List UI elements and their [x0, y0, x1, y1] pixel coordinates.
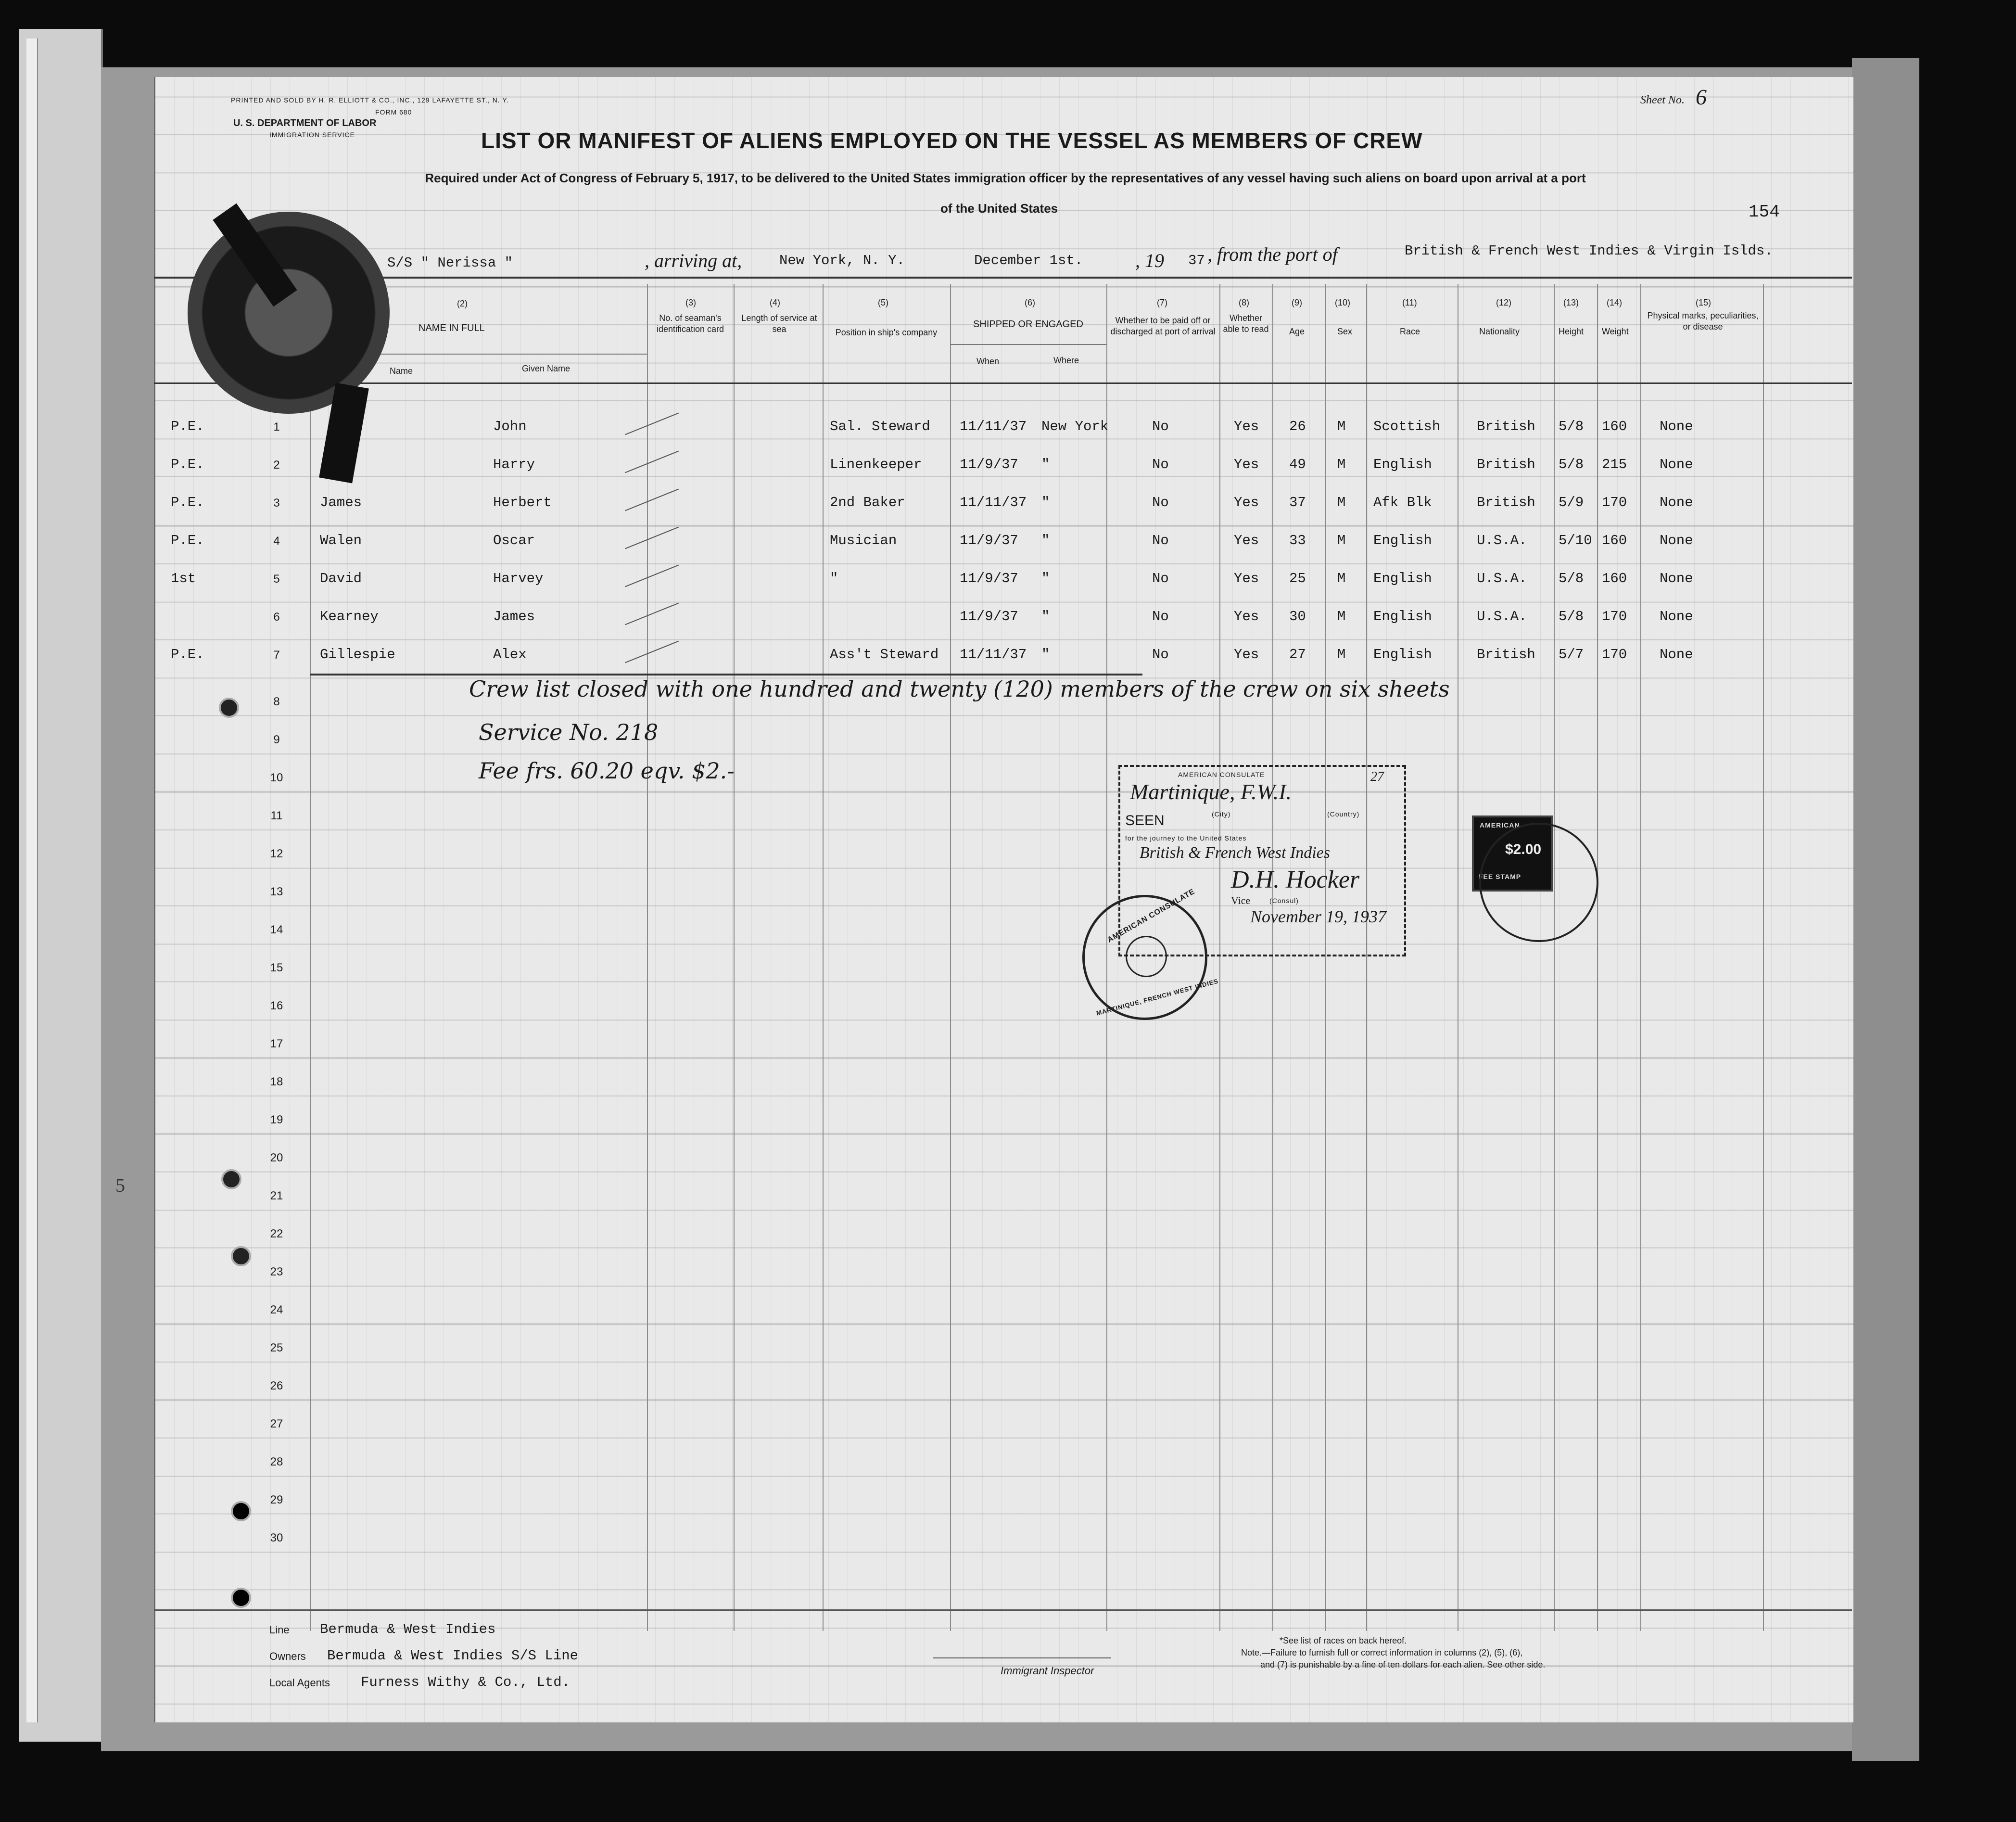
crew-nationality: British — [1477, 419, 1535, 434]
row-number: 27 — [270, 1417, 283, 1430]
stamp-vice: Vice — [1231, 894, 1251, 906]
crew-race: Scottish — [1373, 419, 1441, 434]
row-number: 1 — [273, 420, 280, 433]
col2-number: (2) — [457, 299, 468, 308]
row-number: 2 — [273, 459, 280, 471]
service: IMMIGRATION SERVICE — [269, 131, 355, 139]
col6-header: SHIPPED OR ENGAGED — [973, 319, 1083, 330]
header-rule — [154, 277, 1852, 279]
arriving-label: , arriving at, — [645, 250, 742, 271]
eagle-icon — [1126, 936, 1167, 977]
crew-sex: M — [1337, 533, 1346, 548]
list-closing-rule — [310, 674, 1142, 675]
shipped-where: " — [1041, 457, 1050, 472]
crew-race: English — [1373, 533, 1432, 548]
year-prefix: , 19 — [1135, 250, 1164, 271]
col-divider — [823, 284, 824, 1631]
stamp-consul: (Consul) — [1269, 897, 1299, 905]
crew-nationality: British — [1477, 647, 1535, 663]
row-mark: P.E. — [171, 533, 204, 548]
paid-off: No — [1152, 419, 1169, 434]
margin-note: 5 — [115, 1174, 125, 1196]
crew-given-name: Harry — [493, 457, 535, 472]
row-number: 30 — [270, 1531, 283, 1544]
header-bottom-rule — [154, 382, 1852, 384]
crew-weight: 170 — [1602, 495, 1627, 510]
paid-off: No — [1152, 609, 1169, 624]
binder-strip — [26, 38, 38, 1722]
col14-header: Weight — [1602, 327, 1629, 336]
col12-number: (12) — [1496, 298, 1512, 307]
seal-text-bottom: MARTINIQUE, FRENCH WEST INDIES — [1095, 977, 1219, 1017]
shipped-when: 11/11/37 — [960, 647, 1027, 663]
inspector-label: Immigrant Inspector — [1001, 1665, 1094, 1677]
owners-label: Owners — [269, 1650, 306, 1662]
crew-weight: 160 — [1602, 533, 1627, 548]
arrival-date: December 1st. — [974, 253, 1083, 268]
able-to-read: Yes — [1234, 495, 1259, 510]
page-title: LIST OR MANIFEST OF ALIENS EMPLOYED ON THE VESSEL AS MEMBERS OF CREW — [481, 128, 1423, 153]
row-number: 6 — [273, 611, 280, 624]
crew-given-name: Herbert — [493, 495, 552, 510]
crew-height: 5/8 — [1559, 457, 1584, 472]
col13-header: Height — [1559, 327, 1584, 336]
inspector-signature-line — [933, 1657, 1111, 1658]
paid-off: No — [1152, 571, 1169, 586]
able-to-read: Yes — [1234, 647, 1259, 663]
crew-position: Linenkeeper — [830, 457, 922, 472]
col-divider — [1597, 284, 1598, 1631]
handwritten-crew-note: Crew list closed with one hundred and twenty (120) members of the crew on six sheets — [469, 676, 1450, 702]
fee-stamp-top: AMERICAN — [1480, 821, 1520, 829]
stamp-journey: for the journey to the United States — [1125, 834, 1247, 842]
crew-given-name: Alex — [493, 647, 527, 663]
col11-header: Race — [1400, 327, 1420, 336]
col12-header: Nationality — [1479, 327, 1520, 336]
row-number: 7 — [273, 649, 280, 662]
line-label: Line — [269, 1624, 290, 1636]
col9-header: Age — [1289, 327, 1305, 336]
row-mark: 1st — [171, 571, 196, 586]
row-number: 17 — [270, 1037, 283, 1050]
crew-position: " — [830, 571, 838, 586]
col-divider — [1366, 284, 1367, 1631]
paid-off: No — [1152, 457, 1169, 472]
col-divider — [1763, 284, 1764, 1631]
physical-marks: None — [1660, 495, 1693, 510]
able-to-read: Yes — [1234, 457, 1259, 472]
crew-position: Musician — [830, 533, 897, 548]
crew-surname: Kearney — [320, 609, 379, 624]
shipped-where: New York — [1041, 419, 1109, 434]
row-number: 24 — [270, 1303, 283, 1316]
vessel-name: S/S " Nerissa " — [387, 255, 513, 271]
footer-note-3: and (7) is punishable by a fine of ten dollars for each alien. See other side. — [1260, 1660, 1546, 1669]
col-divider — [1640, 284, 1641, 1631]
row-number: 15 — [270, 961, 283, 974]
row-number: 22 — [270, 1227, 283, 1240]
col10-header: Sex — [1337, 327, 1353, 336]
crew-weight: 215 — [1602, 457, 1627, 472]
shipped-where: " — [1041, 533, 1050, 548]
crew-age: 26 — [1289, 419, 1306, 434]
crew-sex: M — [1337, 495, 1346, 510]
col14-number: (14) — [1607, 298, 1623, 307]
crew-position: Ass't Steward — [830, 647, 939, 663]
stamp-country-label: (Country) — [1327, 810, 1360, 818]
from-label: , from the port of — [1207, 243, 1338, 265]
owners-value: Bermuda & West Indies S/S Line — [327, 1648, 579, 1664]
crew-sex: M — [1337, 571, 1346, 586]
wax-seal — [188, 212, 390, 414]
col3-header: No. of seaman's identification card — [656, 313, 724, 334]
crew-given-name: John — [493, 419, 527, 434]
crew-race: English — [1373, 571, 1432, 586]
col8-header: Whether able to read — [1223, 313, 1269, 334]
physical-marks: None — [1660, 571, 1693, 586]
crew-given-name: Harvey — [493, 571, 544, 586]
crew-weight: 170 — [1602, 609, 1627, 624]
crew-age: 37 — [1289, 495, 1306, 510]
crew-height: 5/10 — [1559, 533, 1592, 548]
crew-race: English — [1373, 609, 1432, 624]
col6-number: (6) — [1025, 298, 1035, 307]
crew-given-name: Oscar — [493, 533, 535, 548]
crew-sex: M — [1337, 647, 1346, 663]
row-number: 20 — [270, 1151, 283, 1164]
row-number: 18 — [270, 1075, 283, 1088]
subtitle-line1: Required under Act of Congress of February 5, 1917, to be delivered to the United States immigration officer by the representatives of any vessel having such aliens on board upon arrival at a port — [425, 171, 1586, 185]
crew-position: 2nd Baker — [830, 495, 905, 510]
col3-number: (3) — [685, 298, 696, 307]
row-number: 9 — [273, 733, 280, 746]
shipped-when: 11/9/37 — [960, 609, 1018, 624]
col-divider — [310, 284, 311, 1631]
departure-port: British & French West Indies & Virgin Islds. — [1405, 243, 1773, 259]
page-number: 154 — [1749, 202, 1780, 222]
col6-when: When — [976, 357, 1000, 366]
crew-height: 5/7 — [1559, 647, 1584, 663]
crew-sex: M — [1337, 419, 1346, 434]
row-mark: P.E. — [171, 457, 204, 472]
row-number: 5 — [273, 573, 280, 586]
department: U. S. DEPARTMENT OF LABOR — [233, 118, 377, 128]
punch-hole — [231, 1246, 251, 1266]
able-to-read: Yes — [1234, 571, 1259, 586]
form-number: FORM 680 — [375, 108, 412, 116]
crew-height: 5/8 — [1559, 609, 1584, 624]
row-number: 10 — [270, 771, 283, 784]
row-number: 26 — [270, 1379, 283, 1392]
crew-height: 5/9 — [1559, 495, 1584, 510]
crew-sex: M — [1337, 609, 1346, 624]
row-number: 3 — [273, 497, 280, 510]
able-to-read: Yes — [1234, 419, 1259, 434]
stamp-route: British & French West Indies — [1140, 844, 1330, 862]
col9-number: (9) — [1292, 298, 1302, 307]
stamp-place: Martinique, F.W.I. — [1130, 779, 1292, 804]
sheet-number: 6 — [1696, 85, 1707, 109]
stamp-date: November 19, 1937 — [1250, 907, 1386, 926]
col15-number: (15) — [1696, 298, 1712, 307]
crew-surname: Gillespie — [320, 647, 395, 663]
arrival-year: 37 — [1188, 253, 1205, 268]
paid-off: No — [1152, 647, 1169, 663]
crew-surname: James — [320, 495, 362, 510]
crew-weight: 160 — [1602, 419, 1627, 434]
crew-given-name: James — [493, 609, 535, 624]
col6-where: Where — [1053, 356, 1079, 365]
stamp-signature: D.H. Hocker — [1231, 866, 1360, 893]
col-divider — [1325, 284, 1326, 1631]
crew-nationality: U.S.A. — [1477, 533, 1527, 548]
crew-age: 49 — [1289, 457, 1306, 472]
stamp-number: 27 — [1370, 769, 1384, 784]
shipped-when: 11/11/37 — [960, 495, 1027, 510]
shipped-where: " — [1041, 495, 1050, 510]
footer-rule — [154, 1609, 1852, 1611]
row-mark: P.E. — [171, 495, 204, 510]
row-number: 25 — [270, 1341, 283, 1354]
crew-nationality: British — [1477, 495, 1535, 510]
punch-hole — [231, 1588, 251, 1608]
able-to-read: Yes — [1234, 609, 1259, 624]
col-divider — [1219, 284, 1220, 1631]
crew-nationality: U.S.A. — [1477, 609, 1527, 624]
crew-weight: 160 — [1602, 571, 1627, 586]
shipped-where: " — [1041, 609, 1050, 624]
crew-race: English — [1373, 457, 1432, 472]
printer-imprint: PRINTED AND SOLD BY H. R. ELLIOTT & CO., INC., 129 LAFAYETTE ST., N. Y. — [231, 96, 509, 104]
fee-stamp-bottom: FEE STAMP — [1479, 873, 1522, 880]
col4-number: (4) — [770, 298, 780, 307]
row-number: 12 — [270, 847, 283, 860]
col2-header: NAME IN FULL — [418, 323, 485, 333]
arrival-port: New York, N. Y. — [779, 253, 905, 268]
crew-nationality: British — [1477, 457, 1535, 472]
fee-cancel-stamp — [1479, 823, 1598, 942]
able-to-read: Yes — [1234, 533, 1259, 548]
crew-weight: 170 — [1602, 647, 1627, 663]
crew-age: 25 — [1289, 571, 1306, 586]
col-divider — [1554, 284, 1555, 1631]
crew-surname: David — [320, 571, 362, 586]
crew-race: Afk Blk — [1373, 495, 1432, 510]
crew-age: 30 — [1289, 609, 1306, 624]
punch-hole — [219, 698, 239, 718]
subtitle-line2: of the United States — [940, 201, 1058, 216]
handwritten-service-no: Service No. 218 — [479, 719, 659, 745]
crew-nationality: U.S.A. — [1477, 571, 1527, 586]
row-number: 13 — [270, 885, 283, 898]
col8-number: (8) — [1239, 298, 1249, 307]
row-number: 11 — [270, 809, 283, 822]
stamp-header: AMERICAN CONSULATE — [1178, 771, 1265, 778]
col15-header: Physical marks, peculiarities, or disease — [1647, 311, 1759, 331]
col10-number: (10) — [1335, 298, 1351, 307]
col5-header: Position in ship's company — [835, 328, 938, 337]
shipped-when: 11/9/37 — [960, 533, 1018, 548]
col4-header: Length of service at sea — [741, 313, 817, 334]
crew-height: 5/8 — [1559, 419, 1584, 434]
shipped-where: " — [1041, 647, 1050, 663]
punch-hole — [231, 1501, 251, 1521]
physical-marks: None — [1660, 457, 1693, 472]
col-divider — [1272, 284, 1273, 1631]
row-number: 29 — [270, 1493, 283, 1506]
consulate-seal — [1082, 887, 1219, 1020]
shipped-where: " — [1041, 571, 1050, 586]
crew-age: 27 — [1289, 647, 1306, 663]
col6-rule — [950, 344, 1106, 345]
shipped-when: 11/9/37 — [960, 571, 1018, 586]
row-number: 4 — [273, 535, 280, 548]
volume-edge — [1852, 58, 1919, 1761]
agents-label: Local Agents — [269, 1677, 330, 1689]
stamp-seen: SEEN — [1125, 813, 1165, 828]
seal-text: AMERICAN CONSULATE — [1106, 887, 1197, 944]
fee-stamp-amount: $2.00 — [1505, 841, 1542, 857]
row-mark: P.E. — [171, 419, 204, 434]
crew-height: 5/8 — [1559, 571, 1584, 586]
col11-number: (11) — [1402, 298, 1417, 307]
paid-off: No — [1152, 495, 1169, 510]
sheet-label: Sheet No. — [1640, 94, 1685, 106]
physical-marks: None — [1660, 609, 1693, 624]
shipped-when: 11/9/37 — [960, 457, 1018, 472]
physical-marks: None — [1660, 533, 1693, 548]
physical-marks: None — [1660, 647, 1693, 663]
col-divider — [647, 284, 648, 1631]
row-number: 16 — [270, 999, 283, 1012]
col2-given: Given Name — [522, 364, 571, 373]
stamp-city-label: (City) — [1212, 810, 1231, 818]
col-divider — [734, 284, 735, 1631]
crew-position: Sal. Steward — [830, 419, 930, 434]
crew-surname: Walen — [320, 533, 362, 548]
row-number: 8 — [273, 695, 280, 708]
col7-number: (7) — [1157, 298, 1167, 307]
punch-hole — [221, 1169, 241, 1189]
handwritten-fee: Fee frs. 60.20 eqv. $2.- — [479, 758, 735, 784]
col5-number: (5) — [878, 298, 888, 307]
footer-note-1: *See list of races on back hereof. — [1280, 1636, 1407, 1645]
crew-sex: M — [1337, 457, 1346, 472]
crew-age: 33 — [1289, 533, 1306, 548]
line-value: Bermuda & West Indies — [320, 1621, 496, 1637]
row-number: 21 — [270, 1189, 283, 1202]
row-number: 23 — [270, 1265, 283, 1278]
col-divider — [950, 284, 951, 1631]
col13-number: (13) — [1563, 298, 1579, 307]
col2-surname: Name — [390, 366, 413, 376]
row-number: 19 — [270, 1113, 283, 1126]
physical-marks: None — [1660, 419, 1693, 434]
agents-value: Furness Withy & Co., Ltd. — [361, 1674, 571, 1690]
paid-off: No — [1152, 533, 1169, 548]
row-number: 14 — [270, 923, 283, 936]
row-number: 28 — [270, 1455, 283, 1468]
shipped-when: 11/11/37 — [960, 419, 1027, 434]
col7-header: Whether to be paid off or discharged at port of arrival — [1110, 316, 1216, 336]
crew-race: English — [1373, 647, 1432, 663]
row-mark: P.E. — [171, 647, 204, 663]
footer-note-2: Note.—Failure to furnish full or correct information in columns (2), (5), (6), — [1241, 1648, 1523, 1657]
